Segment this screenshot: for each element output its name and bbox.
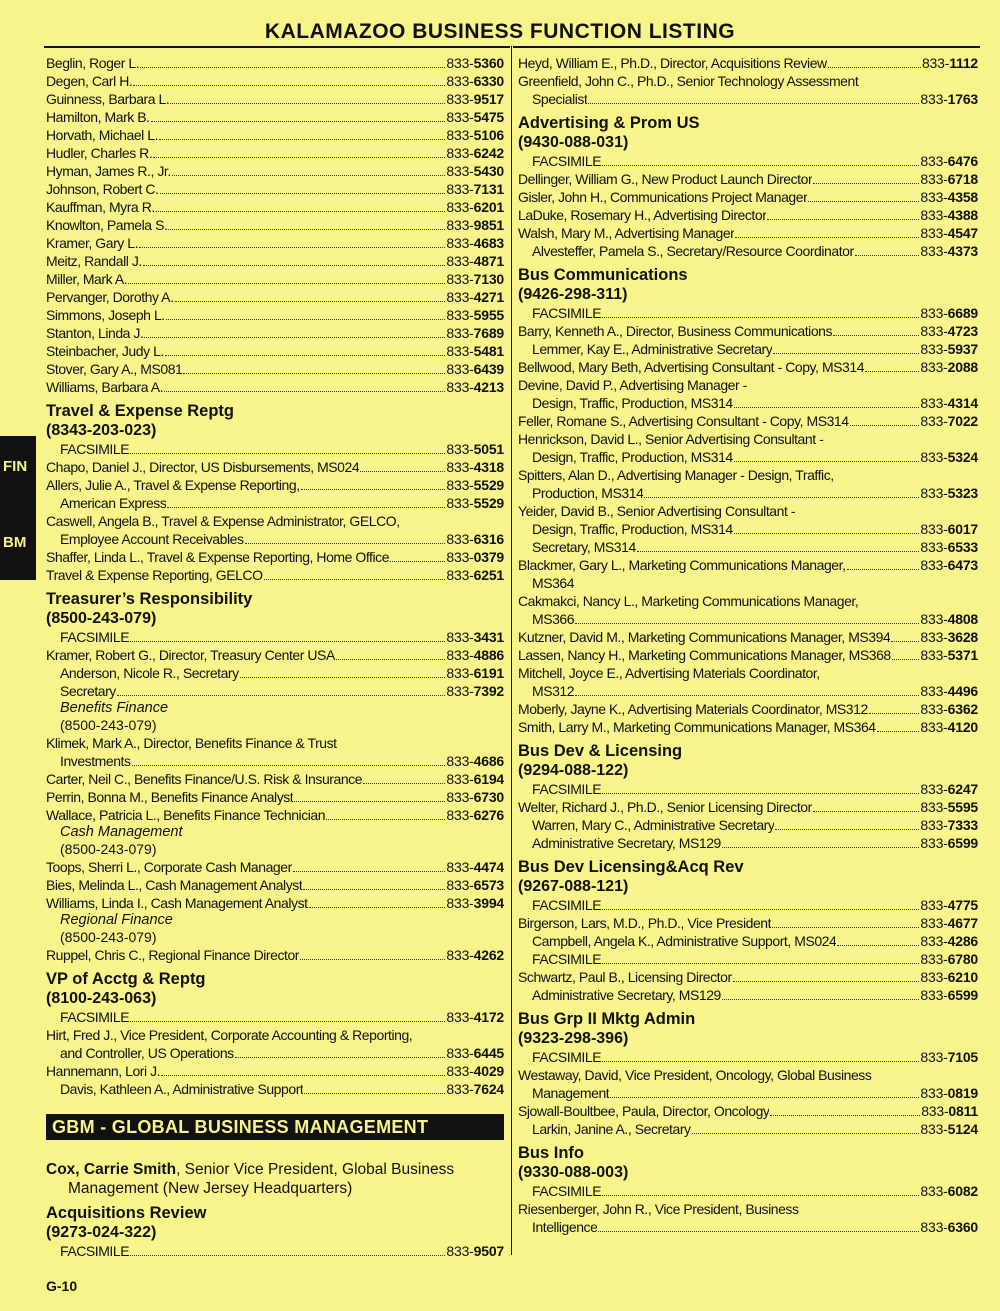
directory-entry: Meitz, Randall J. 833-4871 [46, 253, 504, 269]
directory-entry: Stanton, Linda J. 833-7689 [46, 325, 504, 341]
subsection-code: (8500-243-079) [60, 717, 157, 733]
header-rule-right [513, 46, 980, 48]
directory-entry: Bies, Melinda L., Cash Management Analyst 833-6573 [46, 877, 504, 893]
directory-entry: Dellinger, William G., New Product Launch Director 833-6718 [518, 171, 978, 187]
directory-entry: Hudler, Charles R. 833-6242 [46, 145, 504, 161]
directory-entry: Lemmer, Kay E., Administrative Secretary 833-5937 [532, 341, 978, 357]
fax-row: FACSIMILE 833-6476 [532, 153, 978, 169]
subsection-title: Regional Finance [60, 912, 173, 928]
directory-entry: Johnson, Robert C. 833-7131 [46, 181, 504, 197]
directory-entry: and Controller, US Operations 833-6445 [60, 1045, 504, 1061]
directory-entry: Miller, Mark A. 833-7130 [46, 271, 504, 287]
directory-entry: Toops, Sherri L., Corporate Cash Manager 833-4474 [46, 859, 504, 875]
section-code: (9267-088-121) [518, 878, 629, 895]
directory-entry: Smith, Larry M., Marketing Communications Manager, MS364 833-4120 [518, 719, 978, 735]
directory-entry: Steinbacher, Judy L. 833-5481 [46, 343, 504, 359]
page-title: KALAMAZOO BUSINESS FUNCTION LISTING [264, 20, 736, 43]
section-code: (9273-024-322) [46, 1224, 157, 1241]
section-code: (9330-088-003) [518, 1164, 629, 1181]
section-code: (9430-088-031) [518, 134, 629, 151]
directory-entry: Henrickson, David L., Senior Advertising Consultant - [518, 431, 824, 447]
directory-entry: Walsh, Mary M., Advertising Manager 833-4547 [518, 225, 978, 241]
directory-entry: Chapo, Daniel J., Director, US Disbursements, MS024 833-4318 [46, 459, 504, 475]
directory-entry: Carter, Neil C., Benefits Finance/U.S. Risk & Insurance 833-6194 [46, 771, 504, 787]
directory-entry: Investments 833-4686 [60, 753, 504, 769]
section-heading: Bus Communications [518, 266, 688, 284]
section-heading: Advertising & Prom US [518, 114, 700, 132]
section-heading: Treasurer’s Responsibility [46, 590, 253, 608]
fax-row: FACSIMILE 833-9507 [60, 1243, 504, 1259]
directory-entry: LaDuke, Rosemary H., Advertising Director 833-4388 [518, 207, 978, 223]
fax-row: FACSIMILE 833-5051 [60, 441, 504, 457]
directory-entry: Hannemann, Lori J. 833-4029 [46, 1063, 504, 1079]
directory-entry: Employee Account Receivables 833-6316 [60, 531, 504, 547]
executive-title: Management (New Jersey Headquarters) [68, 1180, 353, 1197]
section-code: (9294-088-122) [518, 762, 629, 779]
directory-entry: Riesenberger, John R., Vice President, Business [518, 1201, 799, 1217]
section-code: (8500-243-079) [46, 610, 157, 627]
directory-entry: Shaffer, Linda L., Travel & Expense Reporting, Home Office 833-0379 [46, 549, 504, 565]
directory-entry: Greenfield, John C., Ph.D., Senior Technology Assessment [518, 73, 859, 89]
directory-entry: Bellwood, Mary Beth, Advertising Consultant - Copy, MS314 833-2088 [518, 359, 978, 375]
directory-entry: Simmons, Joseph L. 833-5955 [46, 307, 504, 323]
gbm-banner: GBM - GLOBAL BUSINESS MANAGEMENT [46, 1114, 504, 1140]
directory-entry: Davis, Kathleen A., Administrative Support 833-7624 [60, 1081, 504, 1097]
fax-row: FACSIMILE 833-6247 [532, 781, 978, 797]
directory-entry: Travel & Expense Reporting, GELCO 833-6251 [46, 567, 504, 583]
directory-entry: Caswell, Angela B., Travel & Expense Administrator, GELCO, [46, 513, 400, 529]
directory-entry: Design, Traffic, Production, MS314 833-6017 [532, 521, 978, 537]
directory-entry: MS312 833-4496 [532, 683, 978, 699]
subsection-code: (8500-243-079) [60, 841, 157, 857]
directory-entry: Schwartz, Paul B., Licensing Director 833-6210 [518, 969, 978, 985]
directory-entry: Hamilton, Mark B. 833-5475 [46, 109, 504, 125]
fax-row: FACSIMILE 833-6780 [532, 951, 978, 967]
directory-entry: MS364 [532, 575, 575, 591]
directory-entry: Production, MS314 833-5323 [532, 485, 978, 501]
section-heading: Bus Info [518, 1144, 584, 1162]
directory-entry: Heyd, William E., Ph.D., Director, Acquisitions Review 833-1112 [518, 55, 978, 71]
directory-entry: Kramer, Robert G., Director, Treasury Center USA 833-4886 [46, 647, 504, 663]
directory-entry: Welter, Richard J., Ph.D., Senior Licensing Director 833-5595 [518, 799, 978, 815]
directory-entry: Williams, Linda I., Cash Management Analyst 833-3994 [46, 895, 504, 911]
directory-entry: Williams, Barbara A. 833-4213 [46, 379, 504, 395]
directory-entry: Hyman, James R., Jr. 833-5430 [46, 163, 504, 179]
section-heading: Bus Grp II Mktg Admin [518, 1010, 696, 1028]
fax-row: FACSIMILE 833-6082 [532, 1183, 978, 1199]
directory-entry: Feller, Romane S., Advertising Consultant - Copy, MS314 833-7022 [518, 413, 978, 429]
directory-list [518, 170, 978, 242]
fax-row: FACSIMILE 833-7105 [532, 1049, 978, 1065]
directory-entry: Anderson, Nicole R., Secretary 833-6191 [60, 665, 504, 681]
directory-entry: Kauffman, Myra R. 833-6201 [46, 199, 504, 215]
right-column [518, 54, 978, 1236]
fax-row: FACSIMILE 833-3431 [60, 629, 504, 645]
subsection-title: Benefits Finance [60, 700, 169, 716]
directory-entry: Warren, Mary C., Administrative Secretary 833-7333 [532, 817, 978, 833]
fax-row: FACSIMILE 833-4775 [532, 897, 978, 913]
directory-entry: Specialist 833-1763 [532, 91, 978, 107]
section-code: (9323-298-396) [518, 1030, 629, 1047]
directory-entry: Design, Traffic, Production, MS314 833-4314 [532, 395, 978, 411]
side-tab-fin: FIN [3, 458, 28, 475]
directory-entry: Management 833-0819 [532, 1085, 978, 1101]
section-heading: Acquisitions Review [46, 1204, 207, 1222]
section-code: (8343-203-023) [46, 422, 157, 439]
directory-entry: Pervanger, Dorothy A. 833-4271 [46, 289, 504, 305]
left-column [46, 54, 504, 1260]
directory-entry: Kramer, Gary L. 833-4683 [46, 235, 504, 251]
directory-entry: Barry, Kenneth A., Director, Business Communications 833-4723 [518, 323, 978, 339]
directory-entry: Kutzner, David M., Marketing Communications Manager, MS394 833-3628 [518, 629, 978, 645]
directory-entry: Wallace, Patricia L., Benefits Finance Technician 833-6276 [46, 807, 504, 823]
fax-row: FACSIMILE 833-6689 [532, 305, 978, 321]
section-side-tab [0, 436, 36, 580]
directory-entry: Blackmer, Gary L., Marketing Communications Manager, 833-6473 [518, 557, 978, 573]
directory-entry: MS366 833-4808 [532, 611, 978, 627]
directory-entry: Intelligence 833-6360 [532, 1219, 978, 1235]
directory-entry: Sjowall-Boultbee, Paula, Director, Oncology 833-0811 [518, 1103, 978, 1119]
section-code: (9426-298-311) [518, 286, 628, 303]
page-number: G-10 [46, 1278, 78, 1294]
fax-row: FACSIMILE 833-4172 [60, 1009, 504, 1025]
directory-entry: Hirt, Fred J., Vice President, Corporate Accounting & Reporting, [46, 1027, 413, 1043]
directory-entry: Spitters, Alan D., Advertising Manager - Design, Traffic, [518, 467, 834, 483]
directory-entry: Administrative Secretary, MS129 833-6599 [532, 987, 978, 1003]
directory-entry: Horvath, Michael L. 833-5106 [46, 127, 504, 143]
directory-entry: Mitchell, Joyce E., Advertising Materials Coordinator, [518, 665, 820, 681]
directory-entry: Alvesteffer, Pamela S., Secretary/Resource Coordinator 833-4373 [532, 243, 978, 259]
directory-entry: Degen, Carl H. 833-6330 [46, 73, 504, 89]
subsection-code: (8500-243-079) [60, 929, 157, 945]
section-heading: VP of Acctg & Reptg [46, 970, 206, 988]
directory-entry: Gisler, John H., Communications Project Manager 833-4358 [518, 189, 978, 205]
header-rule-left [44, 46, 510, 48]
directory-entry: Cakmakci, Nancy L., Marketing Communications Manager, [518, 593, 859, 609]
directory-entry: Knowlton, Pamela S. 833-9851 [46, 217, 504, 233]
directory-entry: Lassen, Nancy H., Marketing Communications Manager, MS368 833-5371 [518, 647, 978, 663]
section-code: (8100-243-063) [46, 990, 157, 1007]
section-heading: Bus Dev Licensing&Acq Rev [518, 858, 744, 876]
directory-entry: American Express 833-5529 [60, 495, 504, 511]
section-heading: Travel & Expense Reptg [46, 402, 234, 420]
directory-entry: Campbell, Angela K., Administrative Support, MS024 833-4286 [532, 933, 978, 949]
directory-entry: Secretary, MS314 833-6533 [532, 539, 978, 555]
column-divider [511, 46, 512, 1255]
directory-entry: Administrative Secretary, MS129 833-6599 [532, 835, 978, 851]
directory-entry: Birgerson, Lars, M.D., Ph.D., Vice President 833-4677 [518, 915, 978, 931]
directory-entry: Secretary 833-7392 [60, 683, 504, 699]
directory-entry: Stover, Gary A., MS081 833-6439 [46, 361, 504, 377]
directory-entry: Allers, Julie A., Travel & Expense Reporting, 833-5529 [46, 477, 504, 493]
directory-entry: Moberly, Jayne K., Advertising Materials Coordinator, MS312 833-6362 [518, 701, 978, 717]
directory-entry: Ruppel, Chris C., Regional Finance Director 833-4262 [46, 947, 504, 963]
directory-entry: Guinness, Barbara L. 833-9517 [46, 91, 504, 107]
subsection-title: Cash Management [60, 824, 183, 840]
directory-entry: Beglin, Roger L. 833-5360 [46, 55, 504, 71]
directory-entry: Yeider, David B., Senior Advertising Consultant - [518, 503, 796, 519]
directory-entry: Larkin, Janine A., Secretary 833-5124 [532, 1121, 978, 1137]
directory-list [46, 54, 504, 396]
directory-entry: Klimek, Mark A., Director, Benefits Finance & Trust [46, 735, 337, 751]
directory-entry: Devine, David P., Advertising Manager - [518, 377, 747, 393]
directory-entry: Design, Traffic, Production, MS314 833-5324 [532, 449, 978, 465]
section-heading: Bus Dev & Licensing [518, 742, 683, 760]
directory-entry: Perrin, Bonna M., Benefits Finance Analyst 833-6730 [46, 789, 504, 805]
directory-entry: Westaway, David, Vice President, Oncology, Global Business [518, 1067, 872, 1083]
executive-entry: Cox, Carrie Smith, Senior Vice President, Global Business [46, 1161, 455, 1178]
side-tab-bm: BM [3, 534, 27, 551]
